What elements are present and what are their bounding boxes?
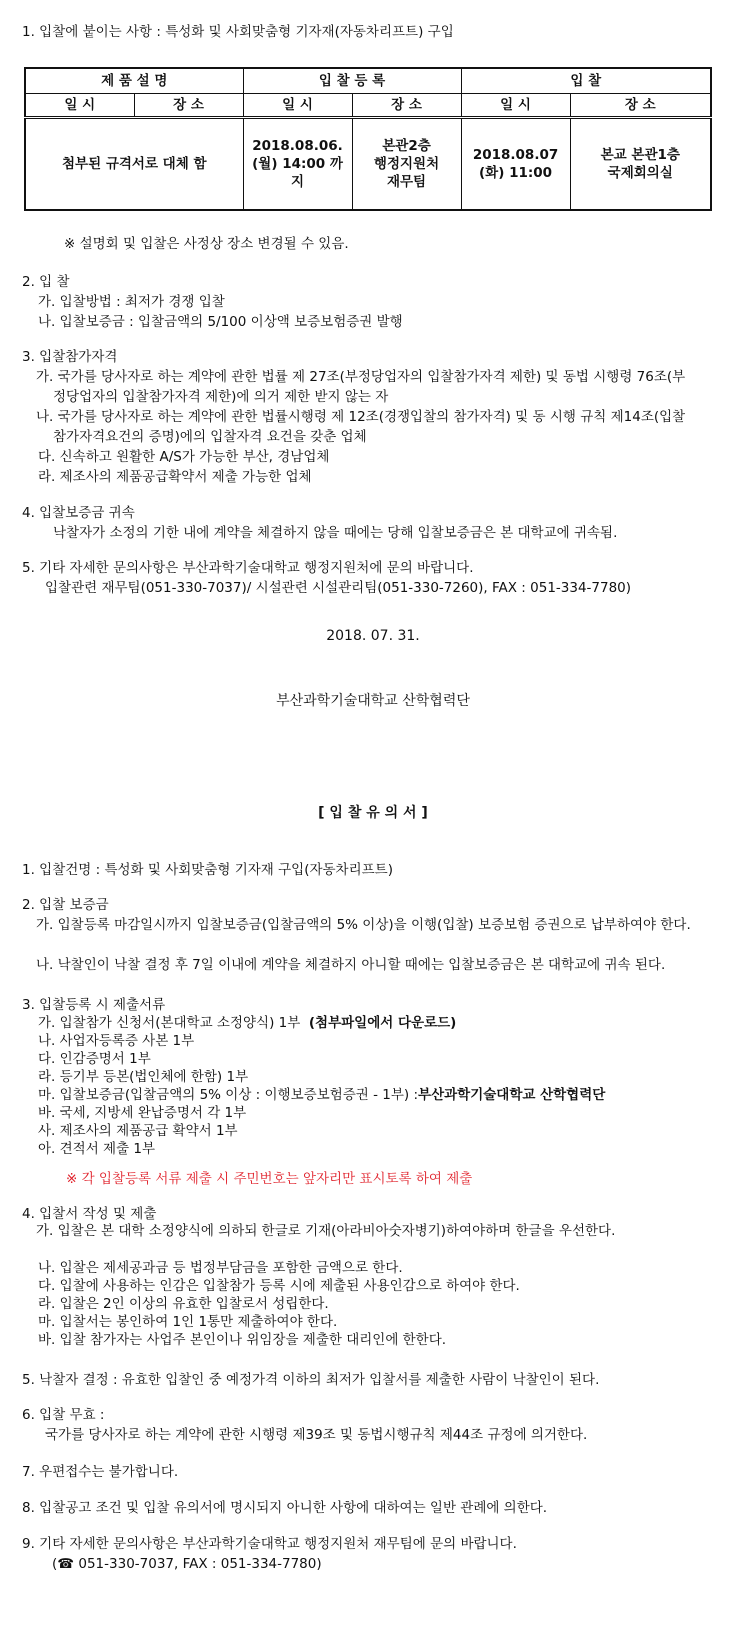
item-2-a: 가. 입찰방법 : 최저가 경쟁 입찰	[38, 294, 225, 310]
guide-2-b: 나. 낙찰인이 낙찰 결정 후 7일 이내에 계약을 체결하지 아니할 때에는 입찰보증금은 본 대학교에 귀속 된다.	[36, 957, 666, 973]
item-3-a: 가. 국가를 당사자로 하는 계약에 관한 법률 제 27조(부정당업자의 입찰참가자격 제한) 및 동법 시행령 76조(부정당업자의 입찰참가자격 제한)에 의거 제한 받지 않는 자	[36, 369, 686, 405]
guide-4-d: 라. 입찰은 2인 이상의 유효한 입찰로서 성립한다.	[38, 1296, 329, 1312]
guide-3-c: 다. 인감증명서 1부	[38, 1051, 151, 1067]
item-5-heading: 5. 기타 자세한 문의사항은 부산과학기술대학교 행정지원처에 문의 바랍니다.	[22, 560, 474, 576]
table-group-bid: 입 찰	[461, 68, 711, 94]
guide-6-heading: 6. 입찰 무효 :	[22, 1407, 105, 1423]
guide-3-a	[22, 1013, 456, 1033]
table-group-registration: 입 찰 등 록	[243, 68, 461, 94]
issuer-name: 부산과학기술대학교 산학협력단	[276, 693, 470, 709]
guide-2-heading: 2. 입찰 보증금	[22, 897, 109, 913]
table-sub-header: 일 시	[25, 94, 134, 118]
guide-9-contacts: (☎ 051-330-7037, FAX : 051-334-7780)	[52, 1556, 322, 1572]
guide-3-g: 사. 제조사의 제품공급 확약서 1부	[38, 1123, 238, 1139]
reg-date-line: (월) 14:00 까	[252, 156, 343, 172]
item-5-contacts: 입찰관련 재무팀(051-330-7037)/ 시설관련 시설관리팀(051-330-7260), FAX : 051-334-7780)	[45, 580, 632, 596]
guide-3-h: 아. 견적서 제출 1부	[38, 1141, 156, 1157]
reg-date-line: 지	[290, 174, 305, 190]
item-2-b: 나. 입찰보증금 : 입찰금액의 5/100 이상액 보증보험증권 발행	[38, 314, 403, 330]
guide-4-heading: 4. 입찰서 작성 및 제출	[22, 1206, 157, 1222]
table-sub-header: 장 소	[134, 94, 243, 118]
item-3-heading: 3. 입찰참가자격	[22, 349, 118, 365]
guide-3-b: 나. 사업자등록증 사본 1부	[38, 1033, 195, 1049]
guide-5: 5. 낙찰자 결정 : 유효한 입찰인 중 예정가격 이하의 최저가 입찰서를 제출한 사람이 낙찰인이 된다.	[22, 1372, 600, 1388]
guide-2-a: 가. 입찰등록 마감일시까지 입찰보증금(입찰금액의 5% 이상)을 이행(입찰) 보증보험 증권으로 납부하여야 한다.	[36, 917, 691, 933]
item-2-heading: 2. 입 찰	[22, 274, 70, 290]
table-cell-description: 첨부된 규격서로 대체 함	[25, 118, 243, 211]
table-cell-bid-date	[461, 118, 570, 211]
guide-3-e-text: 마. 입찰보증금(입찰금액의 5% 이상 : 이행보증보험증권 - 1부) :	[38, 1087, 419, 1103]
table-cell-bid-place	[570, 118, 711, 211]
guide-1: 1. 입찰건명 : 특성화 및 사회맞춤형 기자재 구입(자동차리프트)	[22, 862, 393, 878]
guide-4-c: 다. 입찰에 사용하는 인감은 입찰참가 등록 시에 제출된 사용인감으로 하여야 한다.	[38, 1278, 520, 1294]
reg-place-line: 재무팀	[386, 174, 427, 190]
table-sub-header: 장 소	[352, 94, 461, 118]
location-change-note: ※ 설명회 및 입찰은 사정상 장소 변경될 수 있음.	[64, 236, 349, 252]
reg-date-line: 2018.08.06.	[252, 138, 343, 154]
table-cell-registration-date	[243, 118, 352, 211]
bid-date-line: (화) 11:00	[479, 165, 553, 181]
attachment-download-note: (첨부파일에서 다운로드)	[308, 1015, 457, 1031]
table-cell-registration-place	[352, 118, 461, 211]
guide-4-f: 바. 입찰 참가자는 사업주 본인이나 위임장을 제출한 대리인에 한한다.	[38, 1332, 447, 1348]
item-1-heading: 1. 입찰에 붙이는 사항 : 특성화 및 사회맞춤형 기자재(자동차리프트) 구입	[22, 24, 454, 40]
guide-3-d: 라. 등기부 등본(법인체에 한함) 1부	[38, 1069, 249, 1085]
table-sub-header: 장 소	[570, 94, 711, 118]
schedule-table	[24, 67, 712, 211]
guide-3-a-text: 가. 입찰참가 신청서(본대학교 소정양식) 1부	[38, 1015, 301, 1031]
item-4-body: 낙찰자가 소정의 기한 내에 계약을 체결하지 않을 때에는 당해 입찰보증금은 본 대학교에 귀속됨.	[53, 525, 618, 541]
reg-place-line: 행정지원처	[373, 156, 440, 172]
reg-place-line: 본관2층	[382, 138, 431, 154]
guide-4-b: 나. 입찰은 제세공과금 등 법정부담금을 포함한 금액으로 한다.	[38, 1260, 403, 1276]
table-group-product: 제 품 설 명	[25, 68, 243, 94]
guide-3-e	[22, 1085, 605, 1105]
notice-date: 2018. 07. 31.	[326, 628, 420, 644]
guide-4-e: 마. 입찰서는 봉인하여 1인 1통만 제출하여야 한다.	[38, 1314, 338, 1330]
table-sub-header: 일 시	[243, 94, 352, 118]
bid-place-line: 본교 본관1층	[600, 147, 680, 163]
item-4-heading: 4. 입찰보증금 귀속	[22, 505, 135, 521]
guide-9-heading: 9. 기타 자세한 문의사항은 부산과학기술대학교 행정지원처 재무팀에 문의 바랍니다.	[22, 1536, 517, 1552]
guide-8: 8. 입찰공고 조건 및 입찰 유의서에 명시되지 아니한 사항에 대하여는 일반 관례에 의한다.	[22, 1500, 548, 1516]
guide-title: [ 입 찰 유 의 서 ]	[318, 805, 428, 821]
guide-6-body: 국가를 당사자로 하는 계약에 관한 시행령 제39조 및 동법시행규칙 제44조 규정에 의거한다.	[45, 1427, 588, 1443]
item-3-d: 라. 제조사의 제품공급확약서 제출 가능한 업체	[38, 469, 312, 485]
item-3-b: 나. 국가를 당사자로 하는 계약에 관한 법률시행령 제 12조(경쟁입찰의 참가자격) 및 동 시행 규칙 제14조(입찰참가자격요건의 증명)에의 입찰자격 요건을 갖춘 업체	[36, 409, 686, 445]
guide-3-f: 바. 국세, 지방세 완납증명서 각 1부	[38, 1105, 247, 1121]
item-3-c: 다. 신속하고 원활한 A/S가 가능한 부산, 경남업체	[38, 449, 330, 465]
table-sub-header: 일 시	[461, 94, 570, 118]
bid-date-line: 2018.08.07	[472, 147, 559, 163]
payee-name: 부산과학기술대학교 산학협력단	[418, 1087, 606, 1103]
resident-number-warning: ※ 각 입찰등록 서류 제출 시 주민번호는 앞자리만 표시토록 하여 제출	[66, 1171, 473, 1187]
guide-7: 7. 우편접수는 불가합니다.	[22, 1464, 179, 1480]
guide-4-a: 가. 입찰은 본 대학 소정양식에 의하되 한글로 기재(아라비아숫자병기)하여야하며 한글을 우선한다.	[36, 1223, 616, 1239]
guide-3-heading: 3. 입찰등록 시 제출서류	[22, 997, 166, 1013]
bid-place-line: 국제회의실	[607, 165, 673, 181]
